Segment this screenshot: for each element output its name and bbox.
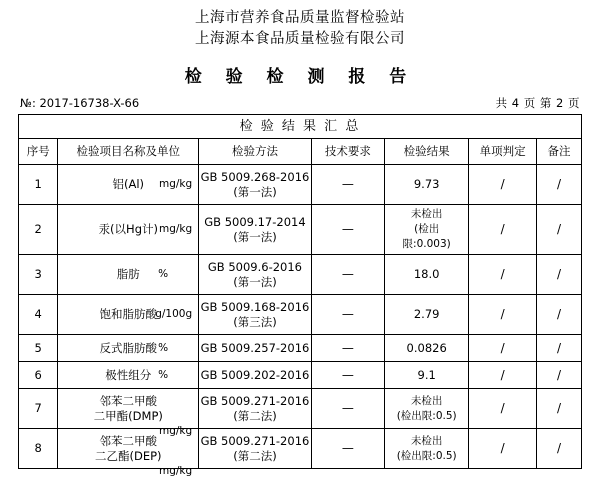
row-no: 6	[19, 362, 58, 389]
method-line-1: GB 5009.17-2014	[204, 214, 306, 229]
result-line-2: (检出	[414, 223, 440, 235]
row-no: 7	[19, 389, 58, 429]
row-result: 2.79	[384, 295, 468, 335]
row-remark: /	[536, 295, 581, 335]
row-judgement: /	[469, 389, 537, 429]
result-line-2: (检出限:0.5)	[396, 409, 457, 422]
method-line-1: GB 5009.257-2016	[200, 340, 310, 355]
row-remark: /	[536, 389, 581, 429]
result-line-3: 限:0.003)	[402, 238, 451, 250]
result-line-2: (检出限:0.5)	[396, 449, 457, 462]
item-unit-text: mg/kg	[158, 464, 193, 477]
method-line-1: GB 5009.268-2016	[200, 169, 310, 184]
row-result	[384, 389, 468, 429]
item-name-line-1: 邻苯二甲酸	[99, 393, 158, 408]
table-header-row	[19, 139, 582, 165]
item-name-line-1: 邻苯二甲酸	[99, 433, 158, 448]
row-remark: /	[536, 205, 581, 255]
row-item-name	[58, 389, 199, 437]
item-name-text: 饱和脂肪酸	[99, 307, 158, 321]
row-method	[199, 335, 312, 362]
table-row	[19, 205, 582, 255]
item-name-line-2: 二甲酯(DMP)	[93, 408, 163, 423]
item-unit-text: g/100g	[155, 308, 193, 320]
row-result: 0.0826	[384, 335, 468, 362]
item-name-text: 汞(以Hg计)	[98, 222, 158, 236]
item-unit-text: %	[158, 368, 169, 381]
method-line-2: (第一法)	[233, 274, 277, 289]
row-item-name	[58, 362, 199, 389]
row-no: 4	[19, 295, 58, 335]
item-name-text: 脂肪	[116, 267, 140, 281]
table-row	[19, 389, 582, 429]
table-row	[19, 165, 582, 205]
item-unit-text: %	[158, 268, 169, 280]
row-remark: /	[536, 335, 581, 362]
row-judgement: /	[469, 335, 537, 362]
row-remark: /	[536, 429, 581, 469]
row-item-name	[58, 255, 199, 295]
row-method	[199, 429, 312, 469]
method-line-2: (第二法)	[233, 408, 277, 423]
column-header-judgement: 单项判定	[469, 139, 537, 165]
row-requirement: —	[311, 295, 384, 335]
row-requirement: —	[311, 362, 384, 389]
table-caption: 检 验 结 果 汇 总	[19, 115, 582, 139]
column-header-item-name-unit: 检验项目名称及单位	[58, 139, 199, 165]
table-row	[19, 255, 582, 295]
row-requirement: —	[311, 389, 384, 429]
row-result: 9.73	[384, 165, 468, 205]
column-header-no: 序号	[19, 139, 58, 165]
row-judgement: /	[469, 255, 537, 295]
report-number: №: 2017-16738-X-66	[20, 96, 140, 110]
item-name-line-2: 二乙酯(DEP)	[95, 448, 162, 463]
org-name-line-2: 上海源本食品质量检验有限公司	[195, 31, 405, 47]
table-row	[19, 362, 582, 389]
column-header-method: 检验方法	[199, 139, 312, 165]
results-table	[18, 114, 582, 477]
result-line-1: 未检出	[410, 434, 443, 447]
row-no: 8	[19, 429, 58, 469]
row-judgement: /	[469, 362, 537, 389]
result-line-1: 未检出	[410, 208, 443, 220]
table-caption-row	[19, 115, 582, 139]
table-row	[19, 335, 582, 362]
row-requirement: —	[311, 429, 384, 469]
row-judgement: /	[469, 295, 537, 335]
row-item-name	[58, 335, 199, 362]
row-no: 1	[19, 165, 58, 205]
row-method	[199, 205, 312, 255]
row-item-name	[58, 205, 199, 255]
row-requirement: —	[311, 165, 384, 205]
row-result	[384, 205, 468, 255]
row-result: 9.1	[384, 362, 468, 389]
row-judgement: /	[469, 429, 537, 469]
column-header-remark: 备注	[536, 139, 581, 165]
method-line-1: GB 5009.271-2016	[200, 393, 310, 408]
item-name-text: 反式脂肪酸	[99, 340, 158, 355]
result-line-1: 未检出	[410, 394, 443, 407]
method-line-2: (第一法)	[233, 184, 277, 199]
row-no: 3	[19, 255, 58, 295]
method-line-1: GB 5009.168-2016	[200, 299, 310, 314]
row-method	[199, 255, 312, 295]
item-unit-text: %	[158, 341, 169, 354]
row-no: 2	[19, 205, 58, 255]
row-judgement: /	[469, 165, 537, 205]
method-line-2: (第二法)	[233, 448, 277, 463]
report-title: 检 验 检 测 报 告	[184, 67, 416, 87]
row-result: 18.0	[384, 255, 468, 295]
row-method	[199, 362, 312, 389]
method-line-1: GB 5009.6-2016	[207, 259, 303, 274]
row-method	[199, 165, 312, 205]
row-remark: /	[536, 165, 581, 205]
row-method	[199, 389, 312, 429]
row-result	[384, 429, 468, 469]
item-name-text: 极性组分	[105, 367, 152, 382]
method-line-1: GB 5009.202-2016	[200, 367, 310, 382]
table-row	[19, 429, 582, 469]
method-line-2: (第三法)	[233, 314, 277, 329]
row-no: 5	[19, 335, 58, 362]
row-item-name	[58, 429, 199, 477]
org-name-line-1: 上海市营养食品质量监督检验站	[195, 10, 405, 26]
item-name-text: 铝(Al)	[112, 177, 145, 191]
item-unit-text: mg/kg	[158, 178, 193, 190]
method-line-2: (第一法)	[233, 229, 277, 244]
row-remark: /	[536, 362, 581, 389]
method-line-1: GB 5009.271-2016	[200, 433, 310, 448]
row-item-name	[58, 165, 199, 205]
item-unit-text: mg/kg	[158, 223, 193, 235]
page-indicator: 共 4 页 第 2 页	[495, 96, 580, 110]
row-judgement: /	[469, 205, 537, 255]
report-meta-row	[18, 95, 582, 114]
column-header-result: 检验结果	[384, 139, 468, 165]
row-remark: /	[536, 255, 581, 295]
item-unit-text: mg/kg	[158, 424, 193, 437]
row-method	[199, 295, 312, 335]
row-requirement: —	[311, 255, 384, 295]
row-item-name	[58, 295, 199, 335]
row-requirement: —	[311, 335, 384, 362]
row-requirement: —	[311, 205, 384, 255]
column-header-requirement: 技术要求	[311, 139, 384, 165]
table-row	[19, 295, 582, 335]
